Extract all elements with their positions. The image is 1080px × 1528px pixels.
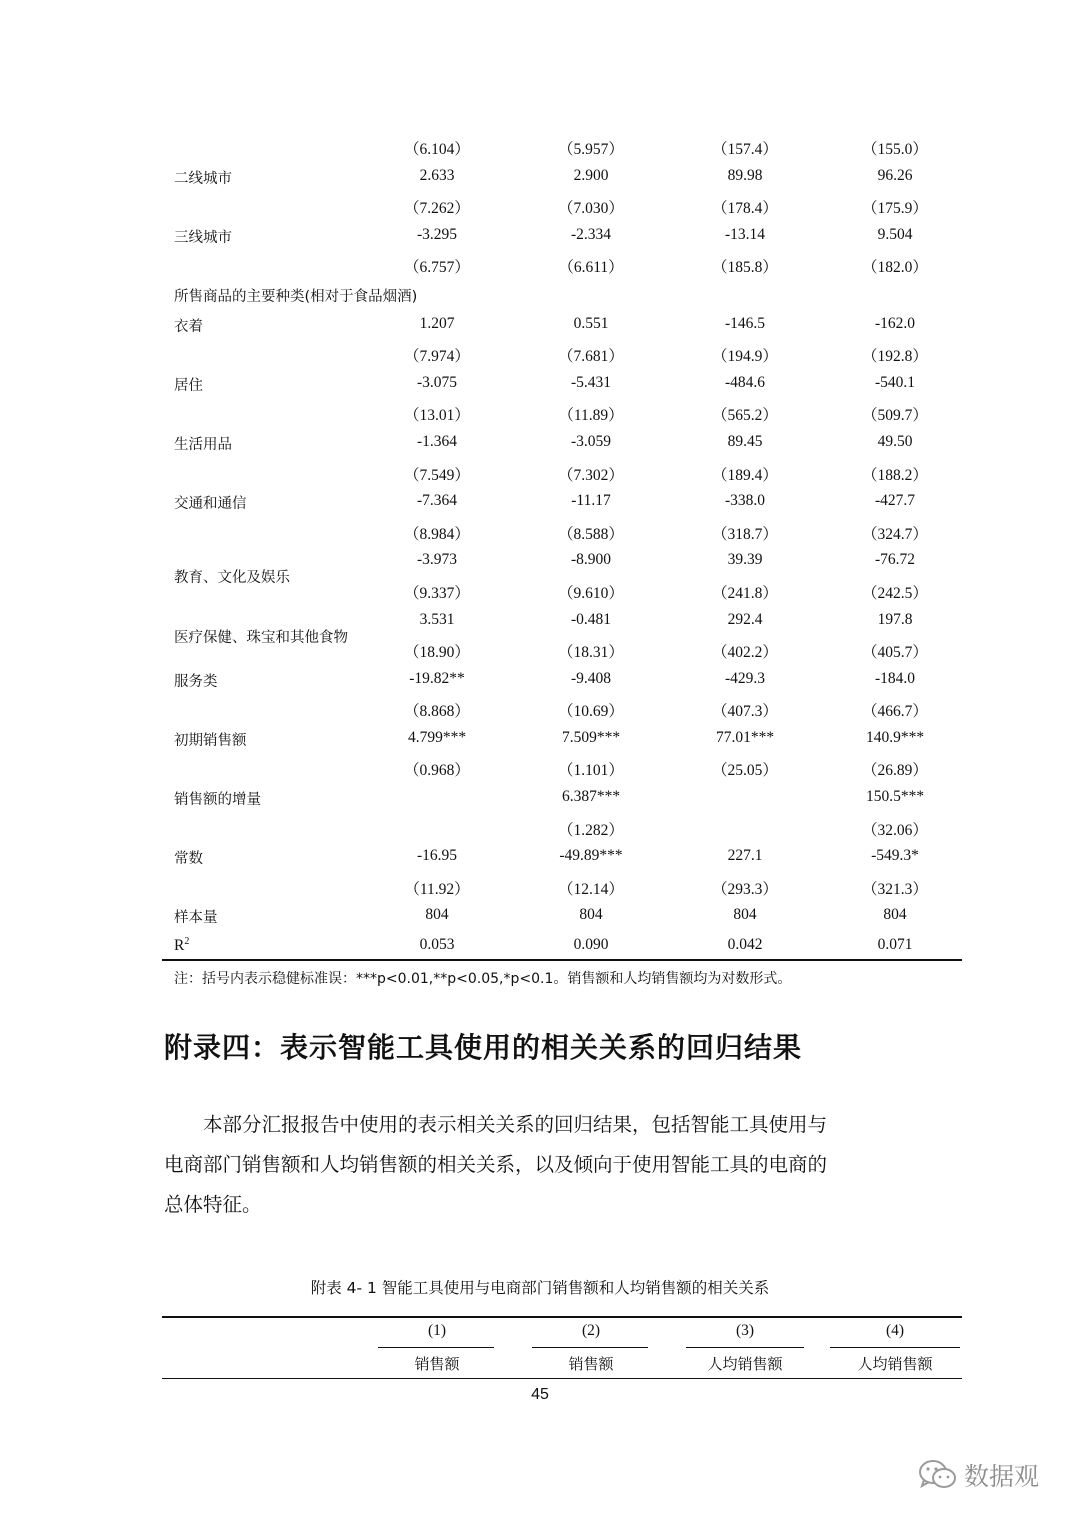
table-cell: -427.7 bbox=[874, 492, 916, 510]
table-cell: -2.334 bbox=[570, 225, 612, 243]
section-title: 附录四：表示智能工具使用的相关关系的回归结果 bbox=[164, 1031, 803, 1064]
table-cell: （466.7） bbox=[862, 703, 928, 721]
table-cell: -3.075 bbox=[416, 373, 458, 391]
table-row bbox=[162, 397, 962, 427]
table-cell: -3.295 bbox=[416, 225, 458, 243]
table-cell: （188.2） bbox=[862, 466, 928, 484]
table-cell: （9.610） bbox=[558, 584, 624, 602]
table-cell: -7.364 bbox=[416, 492, 458, 510]
table-cell: （178.4） bbox=[712, 200, 778, 218]
table-cell: 3.531 bbox=[419, 610, 455, 628]
table-cell: 39.39 bbox=[727, 551, 763, 569]
table-cell: （7.974） bbox=[404, 348, 470, 366]
table-cell: 804 bbox=[883, 906, 907, 924]
table-cell: -13.14 bbox=[724, 225, 766, 243]
table-row bbox=[162, 368, 962, 398]
table-cell: （182.0） bbox=[862, 259, 928, 277]
table-cell: -3.059 bbox=[570, 432, 612, 450]
table2-header-rule bbox=[162, 1378, 962, 1379]
table-cell: （565.2） bbox=[712, 407, 778, 425]
table-cell: （26.89） bbox=[862, 762, 928, 780]
table-cell: （402.2） bbox=[712, 644, 778, 662]
table-row bbox=[162, 338, 962, 368]
row-label: 交通和通信 bbox=[174, 496, 247, 513]
paragraph-line: 本部分汇报报告中使用的表示相关关系的回归结果，包括智能工具使用与 bbox=[164, 1113, 828, 1136]
col-label-2: 销售额 bbox=[568, 1355, 614, 1373]
table-cell: -9.408 bbox=[570, 669, 612, 687]
table-cell: 89.98 bbox=[727, 166, 763, 184]
table2-header bbox=[162, 1322, 962, 1380]
table-cell: 140.9*** bbox=[865, 728, 925, 746]
table-cell: 292.4 bbox=[727, 610, 763, 628]
table-cell: （6.611） bbox=[558, 259, 624, 277]
table-cell: 4.799*** bbox=[407, 728, 467, 746]
table-cell: （25.05） bbox=[712, 762, 778, 780]
row-label: 医疗保健、珠宝和其他食物 bbox=[174, 629, 348, 646]
table-bottom-rule bbox=[162, 959, 962, 961]
table-cell: （185.8） bbox=[712, 259, 778, 277]
table-row bbox=[162, 279, 962, 309]
row-label bbox=[174, 936, 189, 955]
row-label: 所售商品的主要种类(相对于食品烟酒) bbox=[174, 288, 418, 305]
table-cell: -11.17 bbox=[571, 492, 611, 510]
row-label: 教育、文化及娱乐 bbox=[174, 570, 290, 587]
row-label: 样本量 bbox=[174, 910, 218, 927]
table-row bbox=[162, 812, 962, 842]
table-row bbox=[162, 841, 962, 871]
col-underline bbox=[532, 1347, 648, 1348]
table-row bbox=[162, 693, 962, 723]
table-cell: 0.090 bbox=[573, 936, 609, 954]
table-cell: （324.7） bbox=[862, 525, 928, 543]
table-cell: 89.45 bbox=[727, 432, 763, 450]
row-label: 生活用品 bbox=[174, 436, 232, 453]
table-row bbox=[162, 516, 962, 546]
table-cell: （7.262） bbox=[404, 200, 470, 218]
table-cell: （32.06） bbox=[862, 821, 928, 839]
table-cell: -19.82** bbox=[409, 669, 465, 687]
table-cell: 804 bbox=[579, 906, 603, 924]
table-cell: （7.549） bbox=[404, 466, 470, 484]
table2-top-rule bbox=[162, 1316, 962, 1318]
table-cell: （13.01） bbox=[404, 407, 470, 425]
table-cell: 77.01*** bbox=[715, 728, 775, 746]
table-cell: （175.9） bbox=[862, 200, 928, 218]
table-cell: 9.504 bbox=[877, 225, 913, 243]
table-cell: （11.92） bbox=[404, 880, 470, 898]
table-cell: 804 bbox=[425, 906, 449, 924]
table-row bbox=[162, 190, 962, 220]
table-cell: -5.431 bbox=[570, 373, 612, 391]
table-cell: -540.1 bbox=[874, 373, 916, 391]
table-cell: 49.50 bbox=[877, 432, 913, 450]
table-cell: -49.89*** bbox=[559, 847, 623, 865]
table-cell: -429.3 bbox=[724, 669, 766, 687]
table-row bbox=[162, 249, 962, 279]
col-underline bbox=[830, 1347, 960, 1348]
table-cell: -1.364 bbox=[416, 432, 458, 450]
table-cell: （18.90） bbox=[404, 644, 470, 662]
watermark bbox=[918, 1457, 1039, 1493]
wechat-icon bbox=[918, 1458, 958, 1492]
table-cell: （8.868） bbox=[404, 703, 470, 721]
table-cell: -338.0 bbox=[724, 492, 766, 510]
table-row bbox=[162, 723, 962, 753]
table-row bbox=[162, 664, 962, 694]
table-note: 注：括号内表示稳健标准误：***p<0.01,**p<0.05,*p<0.1。销售额和人均销售额均为对数形式。 bbox=[174, 971, 792, 987]
r2-symbol: R bbox=[174, 937, 185, 955]
paragraph-line: 电商部门销售额和人均销售额的相关关系，以及倾向于使用智能工具的电商的 bbox=[164, 1153, 828, 1176]
table-cell: （0.968） bbox=[404, 762, 470, 780]
table-cell: -76.72 bbox=[874, 551, 916, 569]
col-label-3: 人均销售额 bbox=[707, 1355, 783, 1373]
watermark-text: 数据观 bbox=[964, 1462, 1040, 1491]
table-cell: -146.5 bbox=[724, 314, 766, 332]
table-cell: （407.3） bbox=[712, 703, 778, 721]
row-label: 居住 bbox=[174, 377, 203, 394]
col-number-4: (4) bbox=[885, 1322, 905, 1339]
table-cell: 0.042 bbox=[727, 936, 763, 954]
table-row bbox=[162, 161, 962, 191]
table-cell: -162.0 bbox=[874, 314, 916, 332]
table-cell: （9.337） bbox=[404, 584, 470, 602]
table-cell: （6.104） bbox=[404, 141, 470, 158]
table-row bbox=[162, 545, 962, 604]
table-cell: -8.900 bbox=[570, 551, 612, 569]
table-cell: -16.95 bbox=[416, 847, 458, 865]
table-cell: -484.6 bbox=[724, 373, 766, 391]
table-cell: -3.973 bbox=[416, 551, 458, 569]
table-cell: （241.8） bbox=[712, 584, 778, 602]
table-row bbox=[162, 752, 962, 782]
table-row bbox=[162, 605, 962, 664]
body-paragraph bbox=[164, 1105, 924, 1225]
table-cell: （157.4） bbox=[712, 141, 778, 158]
table-cell: （6.757） bbox=[404, 259, 470, 277]
table-cell: 0.053 bbox=[419, 936, 455, 954]
table-cell: 1.207 bbox=[419, 314, 455, 332]
col-number-1: (1) bbox=[427, 1322, 447, 1339]
table-cell: （405.7） bbox=[862, 644, 928, 662]
table-cell: 7.509*** bbox=[561, 728, 621, 746]
row-label: 服务类 bbox=[174, 673, 218, 690]
table-cell: （1.282） bbox=[558, 821, 624, 839]
r2-superscript: 2 bbox=[184, 936, 190, 948]
col-number-2: (2) bbox=[581, 1322, 601, 1339]
table-cell: （242.5） bbox=[862, 584, 928, 602]
table-cell: （7.302） bbox=[558, 466, 624, 484]
paragraph-line: 总体特征。 bbox=[164, 1193, 262, 1216]
table-cell: 804 bbox=[733, 906, 757, 924]
row-label: 常数 bbox=[174, 851, 203, 868]
table-cell: （12.14） bbox=[558, 880, 624, 898]
table-caption: 附表 4- 1 智能工具使用与电商部门销售额和人均销售额的相关关系 bbox=[310, 1279, 770, 1297]
table-row bbox=[162, 871, 962, 901]
table-row bbox=[162, 427, 962, 457]
table-row bbox=[162, 486, 962, 516]
table-cell: （318.7） bbox=[712, 525, 778, 543]
table-cell: （7.681） bbox=[558, 348, 624, 366]
table-cell: 227.1 bbox=[727, 847, 763, 865]
table-cell: 6.387*** bbox=[561, 788, 621, 806]
table-cell: （5.957） bbox=[558, 141, 624, 158]
table-row bbox=[162, 131, 962, 161]
table-row bbox=[162, 309, 962, 339]
row-label: 销售额的增量 bbox=[174, 792, 261, 809]
table-cell: （8.984） bbox=[404, 525, 470, 543]
table-row bbox=[162, 220, 962, 250]
table-cell: -549.3* bbox=[871, 847, 919, 865]
table-cell: （293.3） bbox=[712, 880, 778, 898]
row-label: 二线城市 bbox=[174, 170, 232, 187]
col-number-3: (3) bbox=[735, 1322, 755, 1339]
table-row-r2 bbox=[162, 930, 962, 960]
table-cell: （8.588） bbox=[558, 525, 624, 543]
table-cell: （189.4） bbox=[712, 466, 778, 484]
table-cell: 2.900 bbox=[573, 166, 609, 184]
table-cell: （10.69） bbox=[558, 703, 624, 721]
table-cell: 2.633 bbox=[419, 166, 455, 184]
table-cell: -0.481 bbox=[570, 610, 612, 628]
col-label-1: 销售额 bbox=[414, 1355, 460, 1373]
page-number: 45 bbox=[531, 1386, 549, 1403]
regression-table bbox=[162, 131, 962, 960]
table-row bbox=[162, 900, 962, 930]
table-cell: （321.3） bbox=[862, 880, 928, 898]
table-cell: 197.8 bbox=[877, 610, 913, 628]
table-cell: （155.0） bbox=[862, 141, 928, 158]
table-row bbox=[162, 782, 962, 812]
table-cell: （1.101） bbox=[558, 762, 624, 780]
col-underline bbox=[686, 1347, 804, 1348]
row-label: 衣着 bbox=[174, 318, 203, 335]
table-cell: （7.030） bbox=[558, 200, 624, 218]
table-cell: （18.31） bbox=[558, 644, 624, 662]
row-label: 三线城市 bbox=[174, 229, 232, 246]
table-cell: 150.5*** bbox=[865, 788, 925, 806]
table-row bbox=[162, 457, 962, 487]
table-cell: 0.551 bbox=[573, 314, 609, 332]
col-underline bbox=[378, 1347, 494, 1348]
table-cell: （194.9） bbox=[712, 348, 778, 366]
table-cell: （192.8） bbox=[862, 348, 928, 366]
table-cell: 96.26 bbox=[877, 166, 913, 184]
col-label-4: 人均销售额 bbox=[857, 1355, 933, 1373]
row-label: 初期销售额 bbox=[174, 732, 247, 749]
table-cell: 0.071 bbox=[877, 936, 913, 954]
table-cell: -184.0 bbox=[874, 669, 916, 687]
table-cell: （11.89） bbox=[558, 407, 624, 425]
table-cell: （509.7） bbox=[862, 407, 928, 425]
